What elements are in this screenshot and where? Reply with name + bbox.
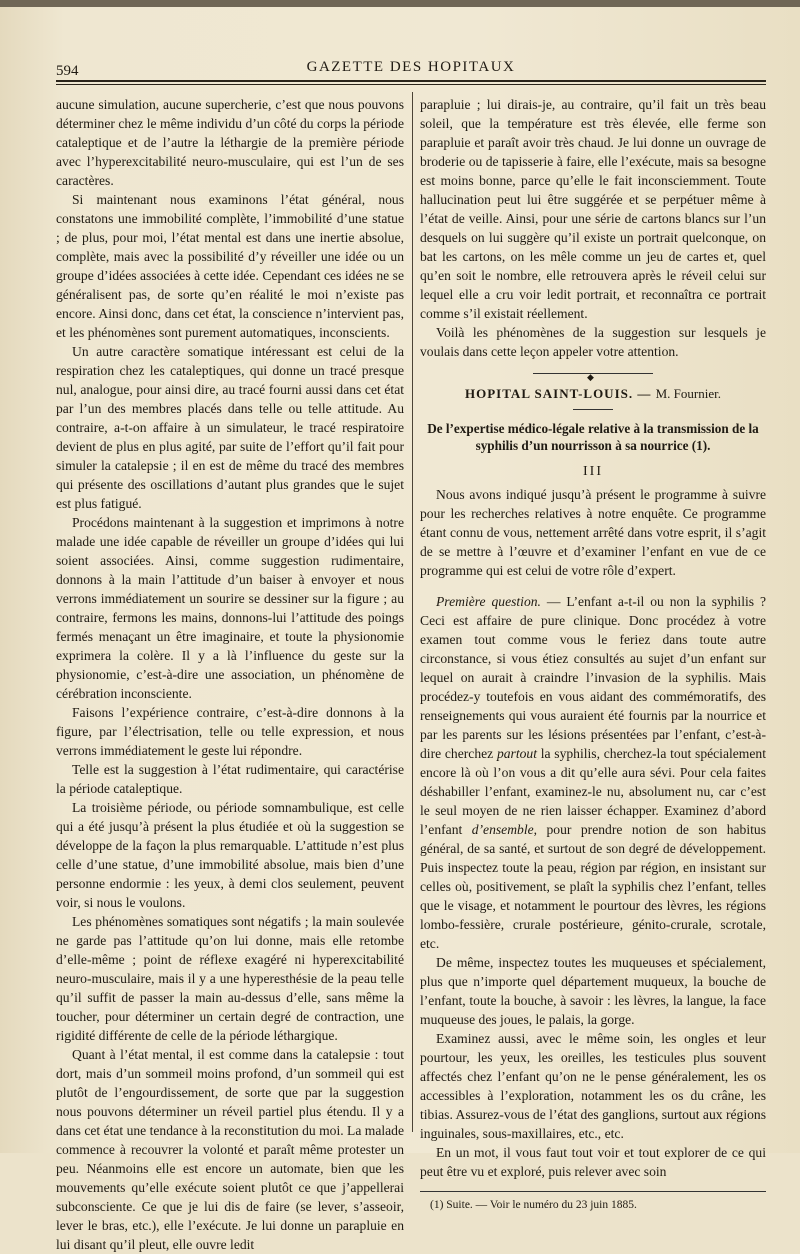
paragraph-gap [420, 580, 766, 592]
article-title-text: De l’expertise médico-légale relative à la transmission de la syphilis d’un nourrisson à sa nourrice [427, 421, 759, 453]
footnote: (1) Suite. — Voir le numéro du 23 juin 1885. [430, 1199, 637, 1211]
separator-ornament: ◆ [587, 372, 594, 382]
paragraph: La troisième période, ou période somnambulique, est celle qui a été jusqu’à présent la plus étudiée et où la suggestion se développe de la façon la plus remarquable. L’attitude n’est plus celle d’une statue, d’une immobilité absolue, mais bien d’une personne endormie : les yeux, à demi clos seulement, peuvent voir, si nous le voulons. [56, 800, 404, 910]
question-label: Première question. [436, 594, 541, 609]
paragraph: parapluie ; lui dirais-je, au contraire, qu’il fait un très beau soleil, que la température est très élevée, elle ferme son parapluie et paraît avoir très chaud. Je lui donne un ouvrage de broderie ou de tapisserie à faire, elle l’exécute, mais sa besogne est moins bonne, parce qu’elle le fait inconsciemment. Toute hallucination peut lui être suggérée et se perpétuer même à l’état de veille. Ainsi, pour une série de cartons blancs sur l’un desquels on lui suggère qu’il existe un portrait quelconque, on bat les cartons, on les mêle comme un jeu de cartes et, quel qu’en soit le nombre, elle retrouvera après le réveil celui sur lequel elle a cru voir ledit portrait, et reconnaîtra ce portrait comme s’il existait réellement. [420, 97, 766, 321]
column-divider [412, 92, 413, 1132]
paragraph: Telle est la suggestion à l’état rudimentaire, qui caractérise la période cataleptique. [56, 762, 404, 796]
paragraph: aucune simulation, aucune supercherie, c’est que nous pouvons déterminer chez le même individu d’un côté du corps la période cataleptique et de l’autre la léthargie de la première période avec l’hyperexcitabilité neuro-musculaire, qui est l’un de ses caractères. [56, 97, 404, 188]
short-rule [573, 409, 613, 410]
question-text: — L’enfant a-t-il ou non la syphilis ? Ceci est affaire de pure clinique. Donc procédez à votre examen tout comme vous le feriez dans toute autre circonstance, si vous étiez consultés au sujet d’un enfant sur lequel on aurait à craindre l’invasion de la syphilis. Mais procédez-y toutefois en vous aidant des commémoratifs, des renseignements qui vous auraient été fournis par la nourrice et par les parents sur les lésions présentées par l’enfant, c’est-à-dire cherchez [420, 594, 766, 761]
question-text: la syphilis, cherchez-la tout spécialement encore là où l’on vous a dit qu’elle aura sévi. Pour cela faites déshabiller l’enfant, examinez-le nu, absolument nu, car c’est le seul moyen de ne rien laisser échapper. Examinez d’abord l’enfant [420, 746, 766, 837]
hospital-person: M. Fournier. [655, 386, 721, 401]
paragraph: Si maintenant nous examinons l’état général, nous constatons une immobilité complète, l’immobilité d’une statue ; de plus, pour moi, l’état mental est dans une inertie absolue, complète, mais avec la possibilité d’y réveiller une idée ou un groupe d’idées associées à cette idée. Cependant ces idées ne se généralisent pas, de sorte qu’en réalité le moi n’existe pas encore. Ainsi donc, dans cet état, la conscience n’intervient pas, et les phénomènes sont purement automatiques, inconscients. [56, 192, 404, 340]
header-rule [56, 80, 766, 82]
right-column [420, 95, 766, 1213]
page-number: 594 [56, 63, 79, 79]
article-title [424, 420, 762, 454]
paragraph: Examinez aussi, avec le même soin, les ongles et leur pourtour, les yeux, les oreilles, les testicules plus souvent affectés chez l’enfant qu’on ne le pense généralement, les os accessibles à l’exploration, notamment les os du crâne, les tibias. Assurez-vous de l’état des ganglions, surtout aux régions inguinales, sous-maxillaires, etc., etc. [420, 1031, 766, 1141]
emphasis: d’ensemble [471, 822, 534, 837]
hospital-name: HOPITAL SAINT-LOUIS. — [465, 386, 652, 401]
question-text: , pour prendre notion de son habitus général, de sa santé, et surtout de son degré de développement. Puis inspectez toute la peau, région par région, en insistant sur celles où, positivement, se plaît la syphilis chez l’enfant, telles que le visage, et notamment le pourtour des lèvres, les régions lombo-fessière, crurale postérieure, génito-crurale, scrotale, etc. [420, 822, 766, 951]
paragraph: Procédons maintenant à la suggestion et imprimons à notre malade une idée capable de réveiller un groupe d’idées qui lui soient associées. Ainsi, comme suggestion rudimentaire, donnons à la main l’attitude d’un baiser à envoyer et nous verrons immédiatement un sourire se dessiner sur la figure ; au contraire, fermons les mains, donnons-lui l’attitude des poings fermés menaçant un être imaginaire, et toute la physionomie exprimera la colère. Il y a là l’influence du geste sur la physionomie, c’est-à-dire une association, un phénomène de cérébration inconsciente. [56, 515, 404, 701]
paragraph: Faisons l’expérience contraire, c’est-à-dire donnons à la figure, par l’électrisation, telle ou telle expression, et nous verrons immédiatement le geste lui répondre. [56, 705, 404, 758]
paragraph: Les phénomènes somatiques sont négatifs ; la main soulevée ne garde pas l’attitude qu’on lui donne, mais elle retombe d’elle-même ; point de réflexe exagéré ni hyperexcitabilité neuro-musculaire, mais il y a une hyperesthésie de la peau telle qu’il suffit de passer la main au-dessus d’elle, sans même la toucher, pour déterminer un certain degré de contraction, une rigidité différente de celle de la période léthargique. [56, 914, 404, 1043]
paragraph: Quant à l’état mental, il est comme dans la catalepsie : tout dort, mais d’un sommeil moins profond, d’un sommeil qui est plutôt de l’engourdissement, de sorte que par la suggestion nous pouvons déterminer un réveil partiel plus étendu. Il y a dans cet état une tendance à la reconstitution du moi. La malade commence à recouvrer la volonté et paraît même protester un peu. Néanmoins elle est encore un automate, bien que les mouvements qu’elle exécute soient plutôt ce que j’appellerai subconsciente. Ce que je lui dis de faire (se lever, s’asseoir, lever le bras, etc.), elle l’exécute. Je lui donne un parapluie en lui disant qu’il pleut, elle ouvre ledit [56, 1047, 405, 1252]
page-top-edge [0, 0, 800, 7]
header-rule-thin [56, 84, 766, 85]
paragraph: Voilà les phénomènes de la suggestion sur lesquels je voulais dans cette leçon appeler votre attention. [420, 325, 766, 359]
section-separator [533, 372, 653, 382]
footnote-rule [420, 1191, 766, 1192]
paragraph: En un mot, il vous faut tout voir et tout explorer de ce qui peut être vu et exploré, puis relever avec soin [420, 1145, 766, 1179]
paragraph: Nous avons indiqué jusqu’à présent le programme à suivre pour les recherches relatives à notre enquête. Ce programme étant connu de vous, nettement arrêté dans votre esprit, il s’agit de se mettre à l’œuvre et d’examiner l’enfant en vue de ce programme qui est celui de votre rôle d’expert. [420, 487, 766, 578]
section-number: III [583, 464, 603, 479]
question-paragraph [420, 592, 766, 953]
emphasis: partout [496, 746, 537, 761]
article-title-note: (1). [691, 438, 711, 453]
page-header [56, 58, 766, 80]
paragraph: Un autre caractère somatique intéressant est celui de la respiration chez les cataleptiques, qui donne un tracé presque nul, analogue, pour ainsi dire, au tracé fourni aussi dans cet état par l’un des membres placés dans telle ou telle attitude. Au contraire, a-t-on affaire à un simulateur, le tracé respiratoire devient de plus en plus agité, par suite de l’effort qu’il fait pour simuler la catalepsie ; il en est de même du tracé des membres qui présente des oscillations d’autant plus grandes que le sujet est plus fatigué. [56, 344, 404, 511]
left-column [56, 95, 404, 1254]
paragraph: De même, inspectez toutes les muqueuses et spécialement, plus que n’importe quel département muqueux, la bouche de l’enfant, toute la bouche, à savoir : les lèvres, la langue, la face muqueuse des joues, le palais, la gorge. [420, 955, 766, 1027]
journal-title: GAZETTE DES HOPITAUX [306, 59, 516, 75]
